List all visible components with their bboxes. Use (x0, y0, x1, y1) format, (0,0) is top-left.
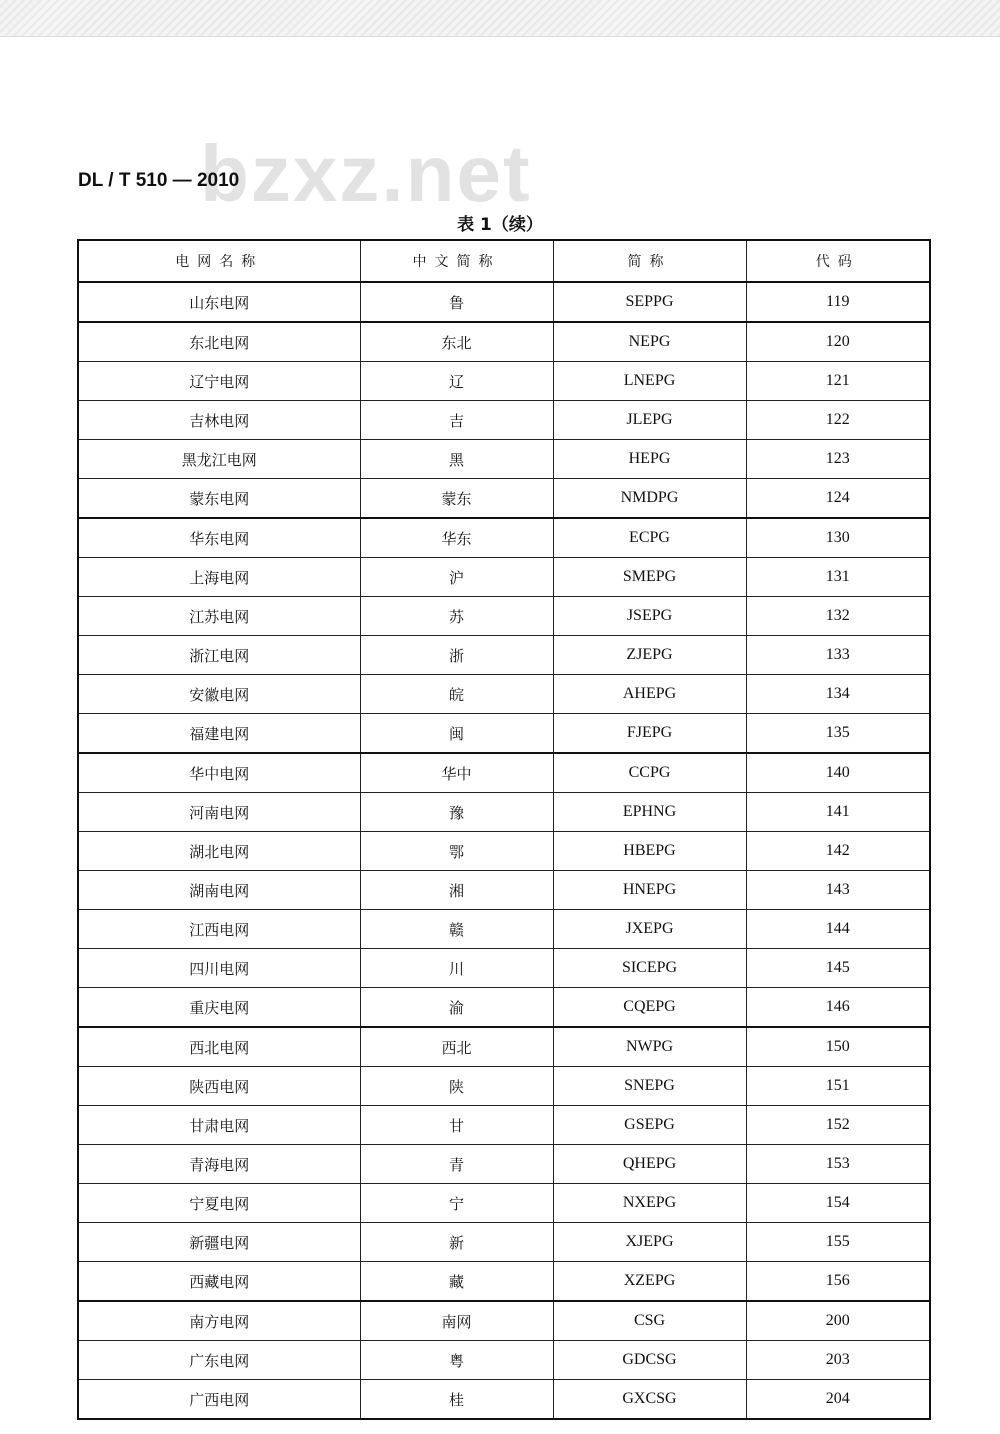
column-header-abbr: 简称 (553, 240, 746, 282)
cell-chinese-abbr: 吉 (360, 401, 553, 440)
cell-grid-name: 福建电网 (78, 714, 360, 754)
cell-chinese-abbr: 沪 (360, 558, 553, 597)
cell-code: 200 (746, 1301, 930, 1341)
cell-abbr: SEPPG (553, 282, 746, 322)
table-caption: 表 1（续） (457, 215, 543, 235)
cell-code: 119 (746, 282, 930, 322)
table-row (78, 1145, 930, 1184)
table-row (78, 832, 930, 871)
cell-chinese-abbr: 东北 (360, 322, 553, 362)
table-row (78, 362, 930, 401)
cell-code: 130 (746, 518, 930, 558)
cell-grid-name: 吉林电网 (78, 401, 360, 440)
cell-grid-name: 青海电网 (78, 1145, 360, 1184)
document-number: DL / T 510 — 2010 (78, 170, 240, 191)
cell-grid-name: 湖南电网 (78, 871, 360, 910)
cell-grid-name: 四川电网 (78, 949, 360, 988)
cell-abbr: ECPG (553, 518, 746, 558)
cell-grid-name: 西藏电网 (78, 1262, 360, 1302)
cell-code: 133 (746, 636, 930, 675)
cell-abbr: NXEPG (553, 1184, 746, 1223)
cell-abbr: JXEPG (553, 910, 746, 949)
table-row (78, 793, 930, 832)
cell-code: 146 (746, 988, 930, 1028)
table-row (78, 1301, 930, 1341)
cell-chinese-abbr: 苏 (360, 597, 553, 636)
cell-abbr: LNEPG (553, 362, 746, 401)
table-row (78, 675, 930, 714)
cell-grid-name: 山东电网 (78, 282, 360, 322)
cell-chinese-abbr: 赣 (360, 910, 553, 949)
cell-code: 135 (746, 714, 930, 754)
cell-chinese-abbr: 湘 (360, 871, 553, 910)
cell-grid-name: 黑龙江电网 (78, 440, 360, 479)
cell-abbr: HBEPG (553, 832, 746, 871)
cell-code: 203 (746, 1341, 930, 1380)
cell-abbr: GXCSG (553, 1380, 746, 1420)
cell-code: 131 (746, 558, 930, 597)
cell-code: 155 (746, 1223, 930, 1262)
cell-grid-name: 安徽电网 (78, 675, 360, 714)
cell-abbr: XZEPG (553, 1262, 746, 1302)
cell-abbr: HEPG (553, 440, 746, 479)
cell-chinese-abbr: 西北 (360, 1027, 553, 1067)
cell-abbr: CQEPG (553, 988, 746, 1028)
cell-abbr: QHEPG (553, 1145, 746, 1184)
cell-abbr: SICEPG (553, 949, 746, 988)
cell-grid-name: 南方电网 (78, 1301, 360, 1341)
cell-chinese-abbr: 华东 (360, 518, 553, 558)
cell-code: 132 (746, 597, 930, 636)
cell-abbr: NMDPG (553, 479, 746, 519)
table-header-row (78, 240, 930, 282)
grid-code-table (77, 239, 931, 1420)
cell-code: 153 (746, 1145, 930, 1184)
table-row (78, 1184, 930, 1223)
cell-grid-name: 东北电网 (78, 322, 360, 362)
table-row (78, 597, 930, 636)
cell-code: 134 (746, 675, 930, 714)
cell-abbr: NWPG (553, 1027, 746, 1067)
cell-grid-name: 广东电网 (78, 1341, 360, 1380)
column-header-chinese-abbr: 中文简称 (360, 240, 553, 282)
cell-abbr: GSEPG (553, 1106, 746, 1145)
table-row (78, 518, 930, 558)
cell-code: 141 (746, 793, 930, 832)
cell-abbr: JSEPG (553, 597, 746, 636)
cell-abbr: XJEPG (553, 1223, 746, 1262)
cell-grid-name: 江苏电网 (78, 597, 360, 636)
cell-abbr: GDCSG (553, 1341, 746, 1380)
table-row (78, 753, 930, 793)
cell-code: 151 (746, 1067, 930, 1106)
table-row (78, 1223, 930, 1262)
cell-abbr: SMEPG (553, 558, 746, 597)
cell-code: 121 (746, 362, 930, 401)
cell-abbr: FJEPG (553, 714, 746, 754)
cell-code: 156 (746, 1262, 930, 1302)
cell-chinese-abbr: 豫 (360, 793, 553, 832)
cell-grid-name: 陕西电网 (78, 1067, 360, 1106)
cell-chinese-abbr: 黑 (360, 440, 553, 479)
watermark: bzxz.net (200, 129, 532, 218)
cell-code: 122 (746, 401, 930, 440)
cell-grid-name: 甘肃电网 (78, 1106, 360, 1145)
cell-grid-name: 宁夏电网 (78, 1184, 360, 1223)
cell-chinese-abbr: 新 (360, 1223, 553, 1262)
cell-code: 145 (746, 949, 930, 988)
cell-abbr: CCPG (553, 753, 746, 793)
cell-abbr: EPHNG (553, 793, 746, 832)
table-row (78, 558, 930, 597)
cell-abbr: JLEPG (553, 401, 746, 440)
cell-grid-name: 华东电网 (78, 518, 360, 558)
cell-code: 124 (746, 479, 930, 519)
table-row (78, 401, 930, 440)
cell-code: 123 (746, 440, 930, 479)
cell-abbr: SNEPG (553, 1067, 746, 1106)
cell-grid-name: 河南电网 (78, 793, 360, 832)
table-row (78, 714, 930, 754)
cell-chinese-abbr: 甘 (360, 1106, 553, 1145)
table-row (78, 988, 930, 1028)
cell-chinese-abbr: 宁 (360, 1184, 553, 1223)
cell-chinese-abbr: 华中 (360, 753, 553, 793)
table-row (78, 322, 930, 362)
cell-chinese-abbr: 皖 (360, 675, 553, 714)
cell-abbr: AHEPG (553, 675, 746, 714)
table-row (78, 1106, 930, 1145)
cell-code: 204 (746, 1380, 930, 1420)
table-row (78, 440, 930, 479)
table-row (78, 636, 930, 675)
cell-grid-name: 上海电网 (78, 558, 360, 597)
cell-chinese-abbr: 陕 (360, 1067, 553, 1106)
table-row (78, 1027, 930, 1067)
cell-grid-name: 新疆电网 (78, 1223, 360, 1262)
cell-grid-name: 重庆电网 (78, 988, 360, 1028)
table-row (78, 1341, 930, 1380)
viewer-top-strip (0, 0, 1000, 37)
column-header-grid-name: 电网名称 (78, 240, 360, 282)
cell-code: 140 (746, 753, 930, 793)
cell-code: 143 (746, 871, 930, 910)
cell-code: 154 (746, 1184, 930, 1223)
table-row (78, 1067, 930, 1106)
cell-chinese-abbr: 浙 (360, 636, 553, 675)
cell-code: 152 (746, 1106, 930, 1145)
cell-chinese-abbr: 青 (360, 1145, 553, 1184)
cell-chinese-abbr: 桂 (360, 1380, 553, 1420)
cell-code: 144 (746, 910, 930, 949)
table-body (78, 282, 930, 1419)
cell-grid-name: 广西电网 (78, 1380, 360, 1420)
cell-grid-name: 辽宁电网 (78, 362, 360, 401)
table-row (78, 949, 930, 988)
table-row (78, 871, 930, 910)
cell-abbr: CSG (553, 1301, 746, 1341)
cell-abbr: NEPG (553, 322, 746, 362)
cell-grid-name: 湖北电网 (78, 832, 360, 871)
cell-code: 150 (746, 1027, 930, 1067)
column-header-code: 代码 (746, 240, 930, 282)
cell-grid-name: 浙江电网 (78, 636, 360, 675)
cell-chinese-abbr: 鄂 (360, 832, 553, 871)
cell-grid-name: 蒙东电网 (78, 479, 360, 519)
cell-chinese-abbr: 蒙东 (360, 479, 553, 519)
cell-chinese-abbr: 鲁 (360, 282, 553, 322)
cell-grid-name: 西北电网 (78, 1027, 360, 1067)
cell-chinese-abbr: 藏 (360, 1262, 553, 1302)
cell-code: 142 (746, 832, 930, 871)
table-row (78, 1262, 930, 1302)
cell-chinese-abbr: 川 (360, 949, 553, 988)
table-row (78, 1380, 930, 1420)
cell-chinese-abbr: 粤 (360, 1341, 553, 1380)
cell-abbr: ZJEPG (553, 636, 746, 675)
cell-chinese-abbr: 南网 (360, 1301, 553, 1341)
cell-chinese-abbr: 辽 (360, 362, 553, 401)
table-row (78, 282, 930, 322)
cell-chinese-abbr: 渝 (360, 988, 553, 1028)
cell-grid-name: 华中电网 (78, 753, 360, 793)
cell-code: 120 (746, 322, 930, 362)
table-row (78, 479, 930, 519)
cell-grid-name: 江西电网 (78, 910, 360, 949)
cell-chinese-abbr: 闽 (360, 714, 553, 754)
table-row (78, 910, 930, 949)
cell-abbr: HNEPG (553, 871, 746, 910)
